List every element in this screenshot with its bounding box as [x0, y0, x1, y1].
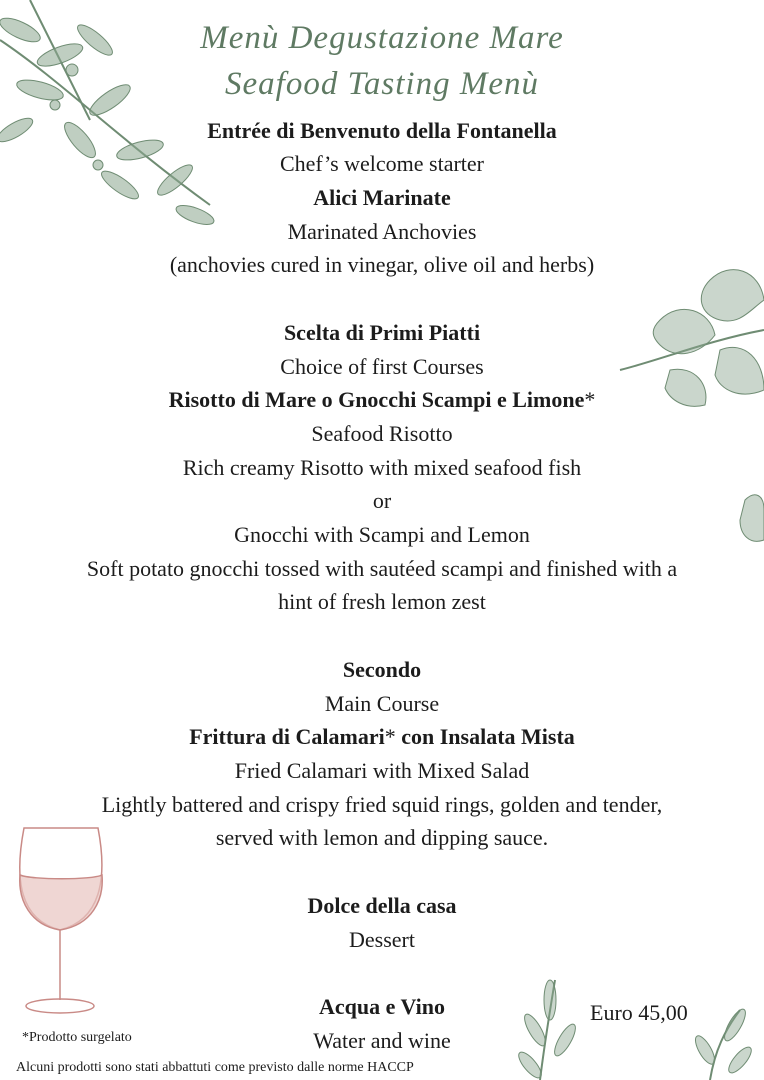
calamari-description-1: Lightly battered and crispy fried squid rings, golden and tender, — [101, 792, 663, 817]
primi-options-title: Risotto di Mare o Gnocchi Scampi e Limone — [168, 387, 585, 412]
risotto-description: Rich creamy Risotto with mixed seafood fish — [182, 455, 582, 480]
or-separator: or — [372, 488, 392, 513]
dessert-subtitle: Dessert — [349, 927, 415, 952]
calamari-heading — [0, 722, 764, 752]
first-courses-title: Scelta di Primi Piatti — [283, 320, 481, 345]
menu-title-italian: Menù Degustazione Mare — [200, 20, 564, 56]
frozen-marker: * — [384, 724, 396, 749]
frozen-marker: * — [584, 387, 596, 412]
gnocchi-description-1: Soft potato gnocchi tossed with sautéed scampi and finished with a — [86, 556, 678, 581]
gnocchi-name: Gnocchi with Scampi and Lemon — [234, 522, 530, 547]
secondo-title: Secondo — [342, 657, 422, 682]
haccp-note: Alcuni prodotti sono stati abbattuti come previsto dalle norme HACCP — [16, 1060, 414, 1075]
welcome-starter-title: Entrée di Benvenuto della Fontanella — [207, 118, 557, 143]
calamari-description-2: served with lemon and dipping sauce. — [215, 825, 549, 850]
welcome-starter-subtitle: Chef’s welcome starter — [279, 151, 485, 176]
anchovies-subtitle: Marinated Anchovies — [287, 219, 477, 244]
water-wine-subtitle: Water and wine — [313, 1028, 451, 1053]
menu-title-english: Seafood Tasting Menù — [225, 66, 539, 102]
secondo-subtitle: Main Course — [324, 691, 440, 716]
calamari-subtitle: Fried Calamari with Mixed Salad — [234, 758, 530, 783]
anchovies-title: Alici Marinate — [313, 185, 451, 210]
calamari-title-b: con Insalata Mista — [395, 724, 575, 749]
primi-options-heading — [0, 385, 764, 415]
first-courses-subtitle: Choice of first Courses — [280, 354, 484, 379]
menu-price: Euro 45,00 — [590, 1000, 688, 1025]
anchovies-description: (anchovies cured in vinegar, olive oil and herbs) — [169, 252, 595, 277]
frozen-product-note: *Prodotto surgelato — [22, 1030, 132, 1045]
gnocchi-description-2: hint of fresh lemon zest — [278, 589, 486, 614]
water-wine-title: Acqua e Vino — [319, 994, 445, 1019]
dessert-title: Dolce della casa — [307, 893, 457, 918]
risotto-name: Seafood Risotto — [311, 421, 453, 446]
calamari-title-a: Frittura di Calamari — [189, 724, 385, 749]
